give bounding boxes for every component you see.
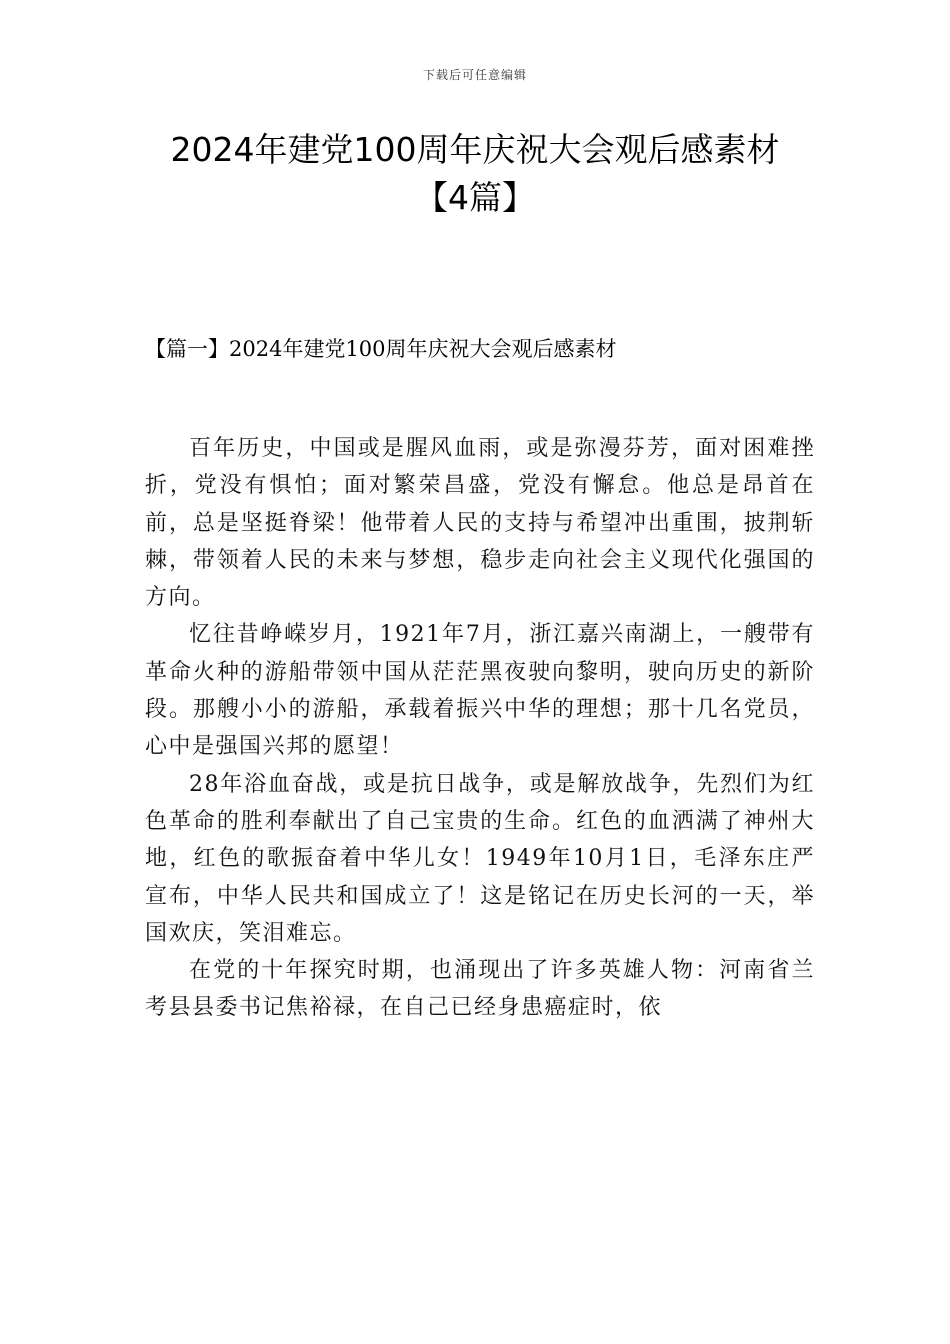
paragraph: 在党的十年探究时期，也涌现出了许多英雄人物：河南省兰考县县委书记焦裕禄，在自己已经身患癌症时，依 bbox=[145, 958, 815, 1021]
section-heading: 【篇一】2024年建党100周年庆祝大会观后感素材 bbox=[145, 337, 617, 361]
paragraph: 百年历史，中国或是腥风血雨，或是弥漫芬芳，面对困难挫折，党没有惧怕；面对繁荣昌盛，党没有懈怠。他总是昂首在前，总是坚挺脊梁！他带着人民的支持与希望冲出重围，披荆斩棘，带领着人民的未来与梦想，稳步走向社会主义现代化强国的方向。 bbox=[145, 436, 815, 611]
document-title bbox=[120, 126, 830, 222]
body-text bbox=[145, 430, 815, 1027]
document-title-line1: 2024年建党100周年庆祝大会观后感素材 bbox=[170, 130, 780, 169]
paragraph: 28年浴血奋战，或是抗日战争，或是解放战争，先烈们为红色革命的胜利奉献出了自己宝贵的生命。红色的血洒满了神州大地，红色的歌振奋着中华儿女！1949年10月1日，毛泽东庄严宣布，中华人民共和国成立了！这是铭记在历史长河的一天，举国欢庆，笑泪难忘。 bbox=[145, 771, 815, 946]
document-title-line2: 【4篇】 bbox=[415, 178, 535, 217]
header-note: 下载后可任意编辑 bbox=[422, 68, 527, 82]
paragraph: 忆往昔峥嵘岁月，1921年7月，浙江嘉兴南湖上，一艘带有革命火种的游船带领中国从茫茫黑夜驶向黎明，驶向历史的新阶段。那艘小小的游船，承载着振兴中华的理想；那十几名党员，心中是强国兴邦的愿望！ bbox=[145, 622, 815, 760]
